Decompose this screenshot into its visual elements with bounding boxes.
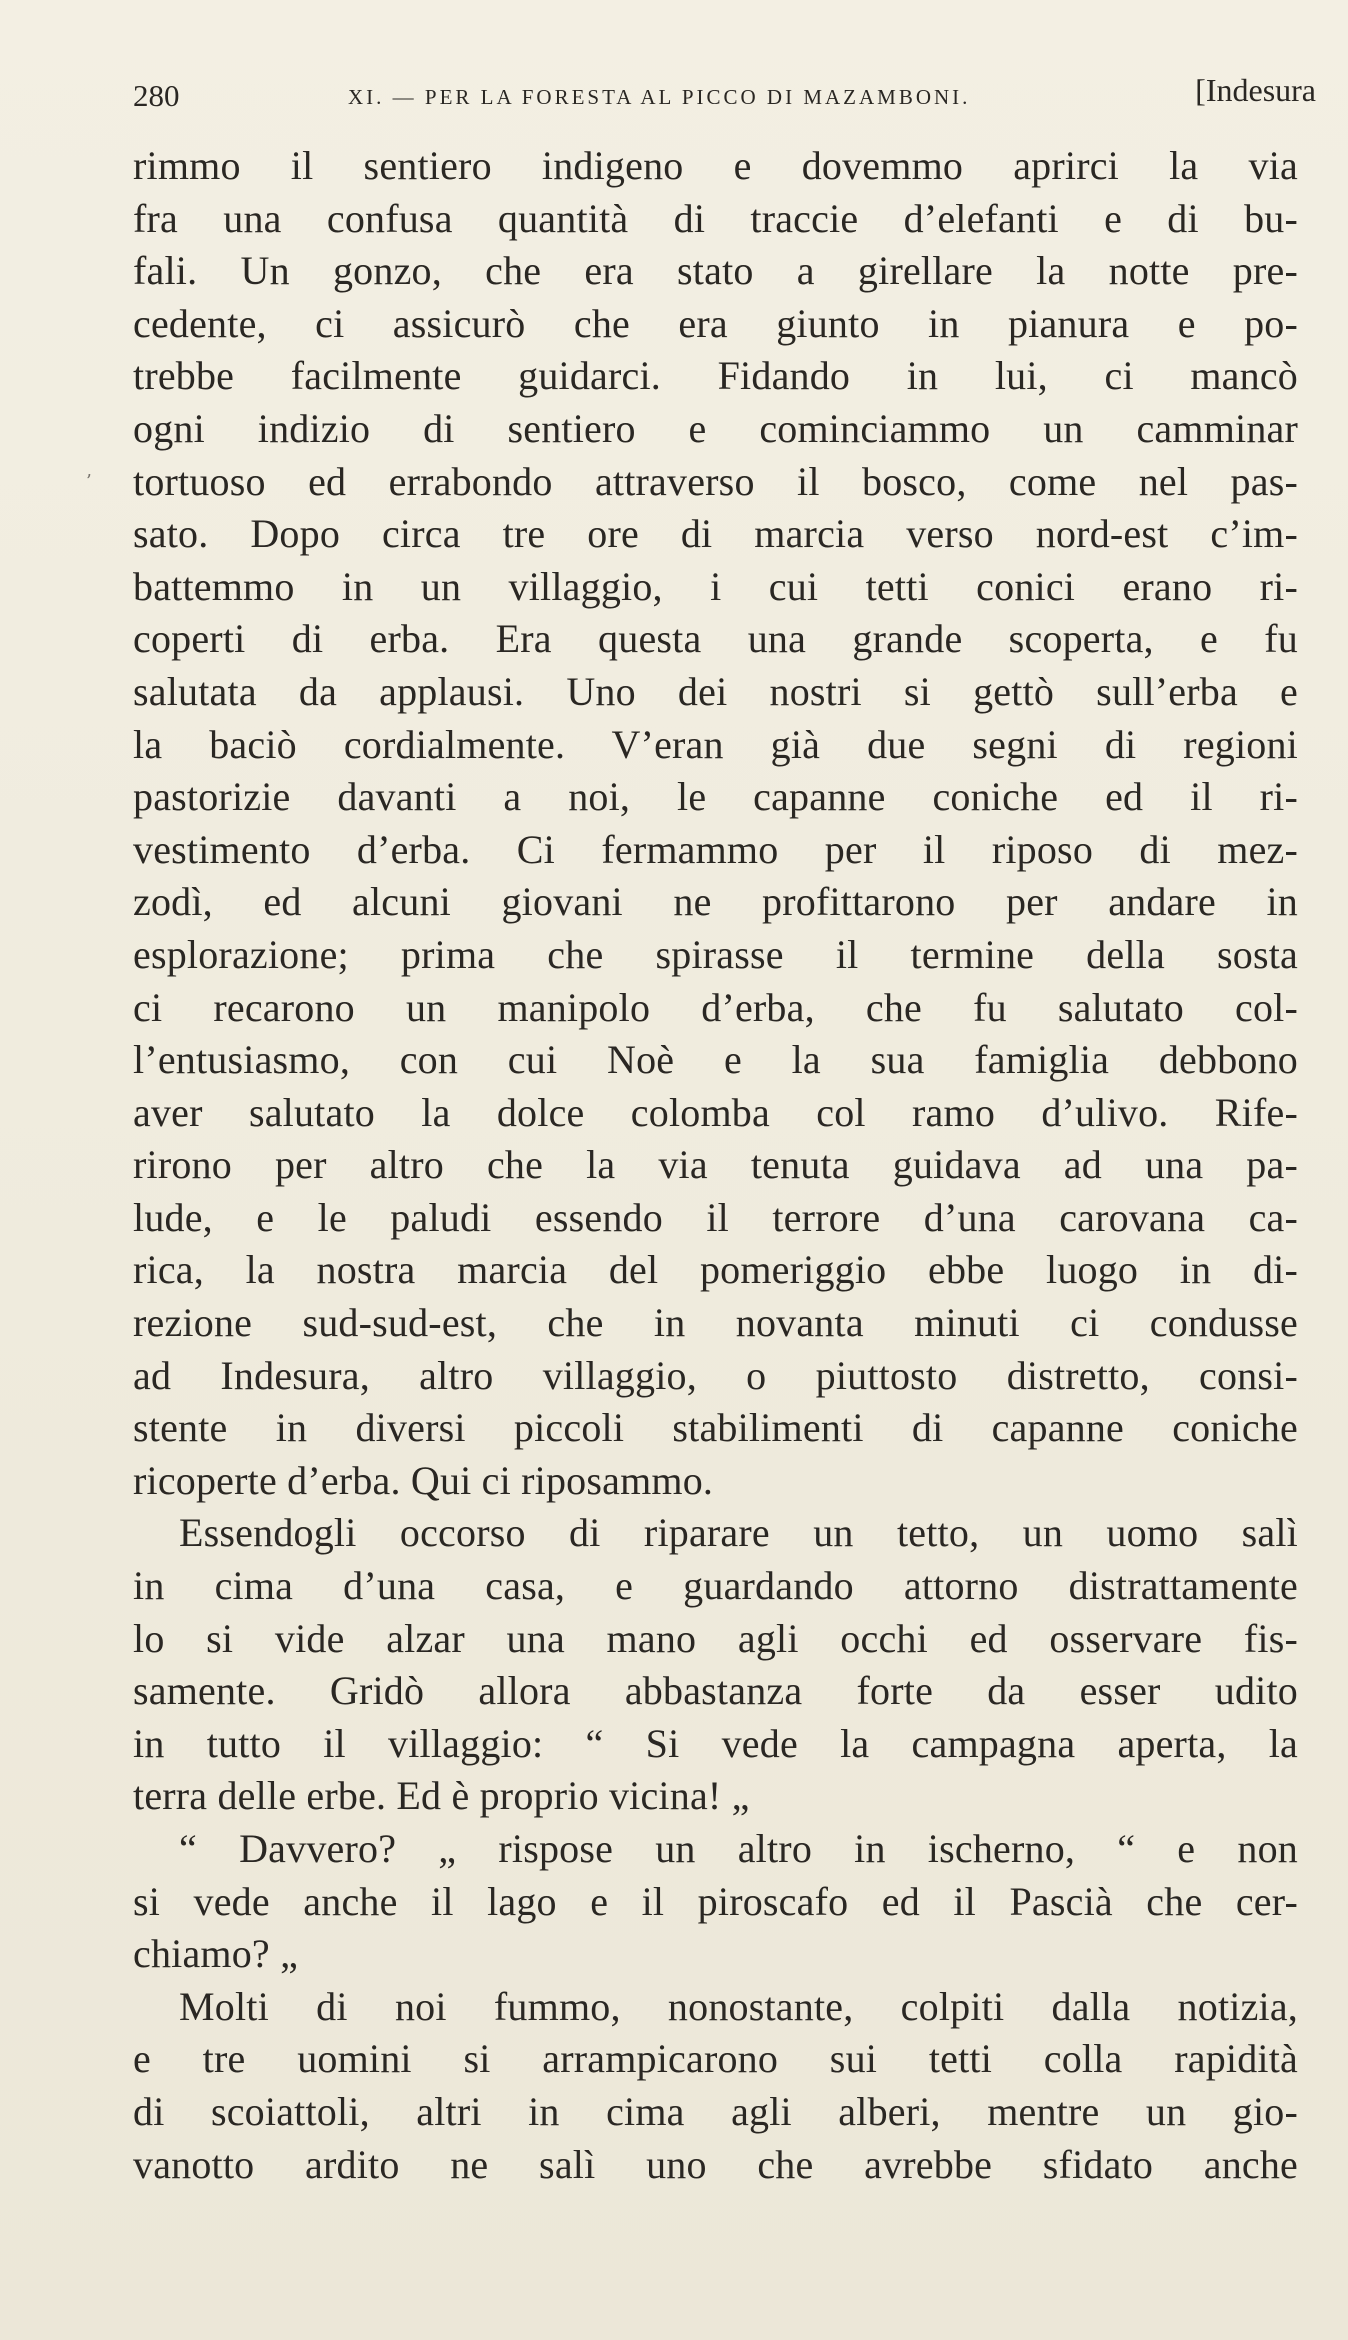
running-header: [133, 68, 1316, 118]
text-line: in tutto il villaggio: “ Si vede la campagna aperta, la: [133, 1720, 1298, 1766]
text-line: l’entusiasmo, con cui Noè e la sua famiglia debbono: [133, 1037, 1298, 1083]
text-line: tortuoso ed errabondo attraverso il bosco, come nel pas-: [133, 458, 1298, 504]
text-line: cedente, ci assicurò che era giunto in pianura e po-: [133, 300, 1298, 346]
text-line: la baciò cordialmente. V’eran già due segni di regioni: [133, 721, 1298, 767]
text-line: ricoperte d’erba. Qui ci riposammo.: [133, 1457, 714, 1503]
body-text: [133, 140, 1298, 2191]
text-line: lude, e le paludi essendo il terrore d’una carovana ca-: [133, 1194, 1298, 1240]
text-line: samente. Gridò allora abbastanza forte da esser udito: [133, 1668, 1298, 1714]
text-line: Essendogli occorso di riparare un tetto, un uomo salì: [179, 1510, 1298, 1556]
text-line: sato. Dopo circa tre ore di marcia verso nord-est c’im-: [133, 511, 1298, 557]
text-line: salutata da applausi. Uno dei nostri si gettò sull’erba e: [133, 668, 1298, 714]
text-line: Molti di noi fummo, nonostante, colpiti dalla notizia,: [179, 1983, 1298, 2029]
text-line: rezione sud-sud-est, che in novanta minuti ci condusse: [133, 1300, 1298, 1346]
text-line: rica, la nostra marcia del pomeriggio ebbe luogo in di-: [133, 1247, 1298, 1293]
text-line: vanotto ardito ne salì uno che avrebbe sfidato anche: [133, 2141, 1298, 2187]
text-line: rimmo il sentiero indigeno e dovemmo aprirci la via: [133, 143, 1298, 188]
text-line: di scoiattoli, altri in cima agli alberi, mentre un gio-: [133, 2088, 1298, 2134]
text-line: in cima d’una casa, e guardando attorno distrattamente: [133, 1563, 1298, 1609]
text-line: ci recarono un manipolo d’erba, che fu salutato col-: [133, 984, 1298, 1030]
text-line: lo si vide alzar una mano agli occhi ed osservare fis-: [133, 1615, 1298, 1661]
margin-mark: ’: [86, 471, 92, 492]
text-line: e tre uomini si arrampicarono sui tetti colla rapidità: [133, 2036, 1298, 2082]
text-line: esplorazione; prima che spirasse il termine della sosta: [133, 931, 1298, 977]
text-line: aver salutato la dolce colomba col ramo d’ulivo. Rife-: [133, 1089, 1298, 1135]
text-line: vestimento d’erba. Ci fermammo per il riposo di mez-: [133, 826, 1298, 872]
page-number: 280: [133, 78, 180, 113]
text-line: “ Davvero? „ rispose un altro in ischerno, “ e non: [179, 1826, 1298, 1871]
text-line: fali. Un gonzo, che era stato a girellare la notte pre-: [133, 248, 1298, 294]
text-line: si vede anche il lago e il piroscafo ed il Pascià che cer-: [133, 1878, 1298, 1924]
chapter-title: XI. — PER LA FORESTA AL PICCO DI MAZAMBONI.: [348, 85, 971, 109]
text-line: chiamo? „: [133, 1931, 299, 1977]
text-line: rirono per altro che la via tenuta guidava ad una pa-: [133, 1142, 1298, 1188]
text-line: trebbe facilmente guidarci. Fidando in lui, ci mancò: [133, 353, 1298, 399]
text-line: terra delle erbe. Ed è proprio vicina! „: [133, 1773, 750, 1819]
text-line: pastorizie davanti a noi, le capanne coniche ed il ri-: [133, 774, 1298, 820]
text-line: zodì, ed alcuni giovani ne profittarono per andare in: [133, 879, 1298, 925]
text-line: coperti di erba. Era questa una grande scoperta, e fu: [133, 616, 1298, 662]
text-line: stente in diversi piccoli stabilimenti di capanne coniche: [133, 1405, 1298, 1451]
text-line: fra una confusa quantità di traccie d’elefanti e di bu-: [133, 195, 1298, 241]
text-line: ogni indizio di sentiero e cominciammo un camminar: [133, 405, 1298, 451]
text-line: ad Indesura, altro villaggio, o piuttosto distretto, consi-: [133, 1352, 1298, 1398]
section-name: [Indesura: [1195, 72, 1316, 108]
text-line: battemmo in un villaggio, i cui tetti conici erano ri-: [133, 563, 1298, 609]
